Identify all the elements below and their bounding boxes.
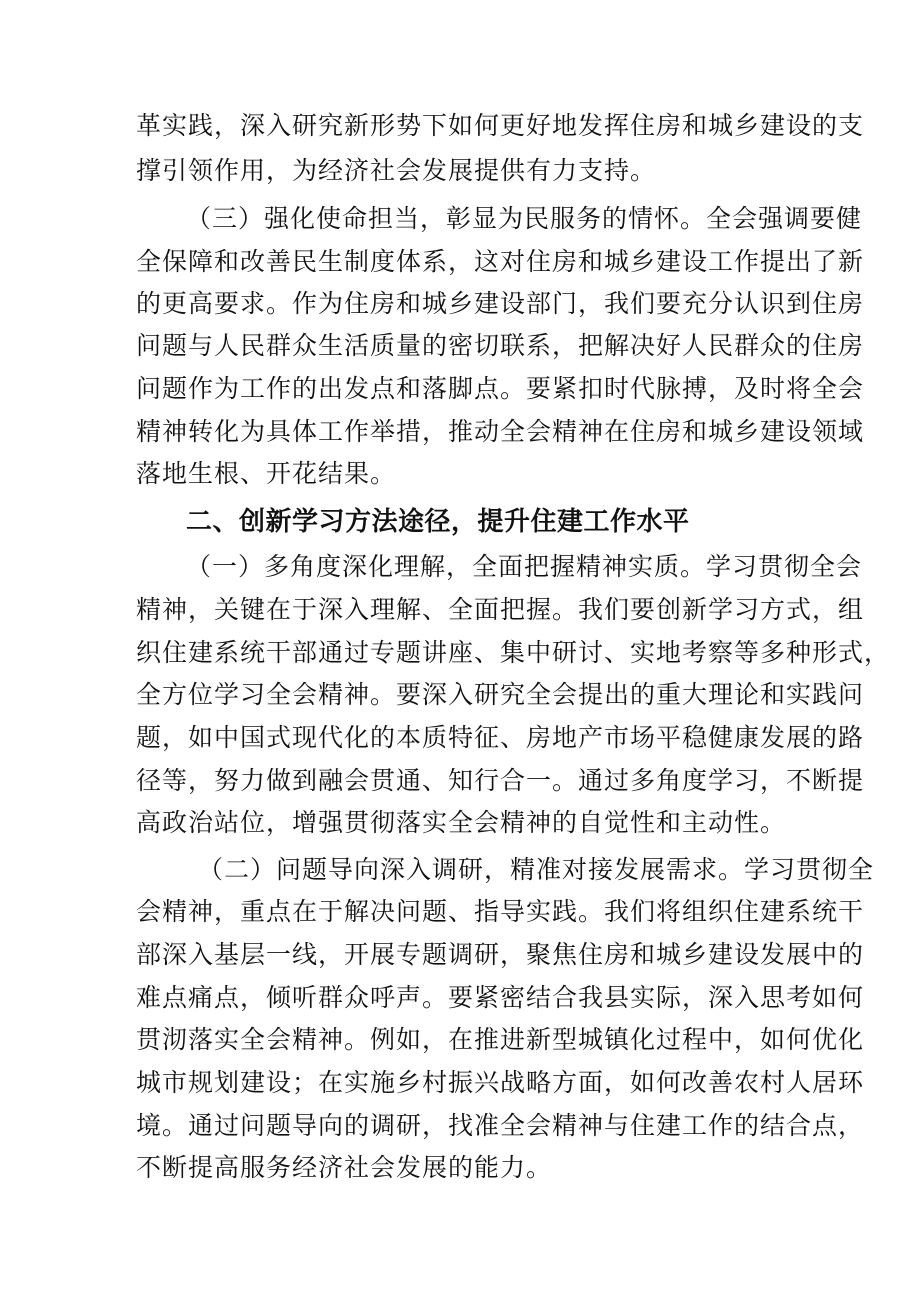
paragraph-line: 会精神，重点在于解决问题、指导实践。我们将组织住建系统干 <box>136 897 865 926</box>
paragraph-line: 城市规划建设；在实施乡村振兴战略方面，如何改善农村人居环 <box>136 1068 865 1097</box>
paragraph-line: 精神转化为具体工作举措，推动全会精神在住房和城乡建设领域 <box>136 417 865 446</box>
paragraph-line: 问题作为工作的出发点和落脚点。要紧扣时代脉搏，及时将全会 <box>136 374 865 403</box>
paragraph-line: 径等，努力做到融会贯通、知行合一。通过多角度学习，不断提 <box>136 766 865 795</box>
paragraph-line: （二）问题导向深入调研，精准对接发展需求。学习贯彻全 <box>198 855 875 884</box>
paragraph-line: 革实践，深入研究新形势下如何更好地发挥住房和城乡建设的支 <box>136 111 865 140</box>
paragraph-line: 全保障和改善民生制度体系，这对住房和城乡建设工作提出了新 <box>136 247 865 276</box>
paragraph-line: 部深入基层一线，开展专题调研，聚焦住房和城乡建设发展中的 <box>136 940 865 969</box>
paragraph-line: （一）多角度深化理解，全面把握精神实质。学习贯彻全会 <box>186 552 863 581</box>
paragraph-line: 的更高要求。作为住房和城乡建设部门，我们要充分认识到住房 <box>136 289 865 318</box>
paragraph-line: （三）强化使命担当，彰显为民服务的情怀。全会强调要健 <box>186 204 863 233</box>
paragraph-line: 题，如中国式现代化的本质特征、房地产市场平稳健康发展的路 <box>136 723 865 752</box>
paragraph-line: 落地生根、开花结果。 <box>136 459 397 488</box>
paragraph-line: 难点痛点，倾听群众呼声。要紧密结合我县实际，深入思考如何 <box>136 983 865 1012</box>
paragraph-line: 境。通过问题导向的调研，找准全会精神与住建工作的结合点， <box>136 1111 865 1140</box>
paragraph-line: 问题与人民群众生活质量的密切联系，把解决好人民群众的住房 <box>136 331 865 360</box>
paragraph-line: 高政治站位，增强贯彻落实全会精神的自觉性和主动性。 <box>136 808 787 837</box>
paragraph-line: 全方位学习全会精神。要深入研究全会提出的重大理论和实践问 <box>136 680 865 709</box>
paragraph-line: 精神，关键在于深入理解、全面把握。我们要创新学习方式，组 <box>136 595 865 624</box>
paragraph-line: 织住建系统干部通过专题讲座、集中研讨、实地考察等多种形式， <box>136 638 891 667</box>
paragraph-line: 不断提高服务经济社会发展的能力。 <box>136 1153 553 1182</box>
paragraph-line: 撑引领作用，为经济社会发展提供有力支持。 <box>136 156 657 185</box>
section-heading: 二、创新学习方法途径，提升住建工作水平 <box>186 507 690 537</box>
paragraph-line: 贯沏落实全会精神。例如，在推进新型城镇化过程中，如何优化 <box>136 1025 865 1054</box>
